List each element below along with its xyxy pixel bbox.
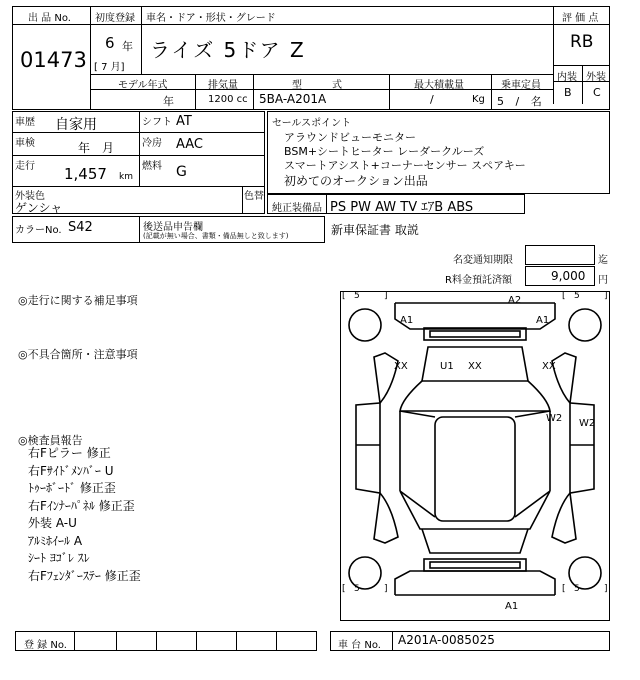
capacity-value: 5 / 名 — [497, 95, 542, 108]
svg-text:]: ] — [604, 584, 608, 594]
sales-points-label: セールスポイント — [272, 118, 352, 129]
inspector-report-item: 右Fﾌｪﾝﾀﾞｰｽﾃｰ 修正歪 — [28, 568, 141, 583]
svg-text:[: [ — [562, 584, 566, 594]
sales-point-line: スマートアシスト+コーナーセンサー スペアキー — [284, 159, 526, 172]
displacement-label: 排気量 — [208, 80, 238, 91]
damage-mark: A1 — [536, 315, 550, 326]
post-report-label: 後送品申告欄 — [143, 222, 203, 233]
warranty-value: 新車保証書 取説 — [331, 223, 419, 237]
change-notice-unit: 迄 — [598, 255, 608, 266]
corner-label: 5 — [354, 584, 360, 594]
inspector-report-item: 右Fｲﾝﾅｰﾊﾟﾈﾙ 修正歪 — [28, 498, 135, 513]
corner-label: 5 — [574, 584, 580, 594]
mileage-unit: km — [119, 172, 133, 182]
exterior-label: 外装 — [586, 72, 606, 83]
svg-text:[: [ — [562, 291, 566, 301]
sales-point-line: アラウンドビューモニター — [284, 131, 416, 144]
inspector-report-list — [28, 445, 141, 585]
reg-no-label: 登 録 No. — [24, 640, 67, 651]
inspector-report-label: ◎検査員報告 — [18, 434, 83, 447]
svg-text:]: ] — [384, 291, 388, 301]
post-report-note: (記載が無い場合、書類・備品無しと致します) — [143, 232, 289, 240]
damage-mark: A2 — [508, 295, 522, 306]
equipment-item: PS — [330, 200, 347, 215]
change-notice-box — [525, 245, 595, 265]
defect-remarks-label: ◎不具合箇所・注意事項 — [18, 348, 138, 361]
ac-label: 冷房 — [142, 138, 162, 149]
car-diagram — [340, 291, 610, 621]
sales-point-line: 初めてのオークション出品 — [284, 174, 428, 188]
ext-color-label: 外装色 — [15, 191, 45, 202]
damage-mark: A1 — [400, 315, 414, 326]
shift-label: シフト — [142, 117, 172, 128]
history-value: 自家用 — [55, 117, 97, 133]
interior-value: B — [564, 86, 572, 99]
first-reg-label: 初度登録 — [95, 13, 135, 24]
inspector-report-item: ｼｰﾄ ﾖｺﾞﾚ ｽﾚ — [28, 551, 90, 565]
damage-mark: U1 — [440, 361, 454, 372]
sales-point-line: BSM+シートヒーター レーダークルーズ — [284, 145, 485, 158]
inspection-label: 車検 — [15, 138, 35, 149]
svg-text:]: ] — [604, 291, 608, 301]
max-load-value: / — [430, 93, 434, 106]
inspector-report-item: 右Fピラー 修正 — [28, 446, 111, 460]
grade-label: 評 価 点 — [562, 13, 599, 24]
equipment-item: TV — [400, 200, 418, 215]
mileage-label: 走行 — [15, 161, 35, 172]
equipment-item: AW — [375, 200, 397, 215]
interior-label: 内装 — [557, 72, 577, 83]
color-change-label: 色替 — [244, 191, 264, 202]
svg-text:[: [ — [342, 584, 346, 594]
vehicle-name: ライズ 5ドア Z — [150, 38, 306, 62]
driving-remarks-label: ◎走行に関する補足事項 — [18, 294, 138, 307]
chassis-label: 車 台 No. — [338, 640, 381, 651]
max-load-label: 最大積載量 — [414, 80, 464, 91]
equipment-item: ｴｱB — [421, 200, 444, 215]
damage-mark: W2 — [579, 418, 596, 429]
model-year-label: モデル年式 — [118, 80, 168, 91]
shift-value: AT — [176, 114, 192, 129]
ext-color-value: ゲンシャ — [15, 201, 63, 215]
first-reg-year-unit: 年 — [122, 40, 133, 53]
recycle-unit: 円 — [598, 275, 608, 286]
lot-label: 出 品 No. — [28, 13, 71, 24]
svg-text:]: ] — [384, 584, 388, 594]
chassis-number: A201A-0085025 — [398, 633, 495, 647]
capacity-label: 乗車定員 — [501, 80, 541, 91]
damage-mark: XX — [468, 361, 482, 372]
ac-value: AAC — [176, 137, 203, 152]
svg-text:[: [ — [342, 291, 346, 301]
inspector-report-item: 右Fｻｲﾄﾞﾒﾝﾊﾞｰ U — [28, 463, 114, 478]
damage-mark: XX — [542, 361, 556, 372]
mileage-value: 1,457 — [64, 165, 107, 183]
damage-mark: XX — [394, 361, 408, 372]
inspector-report-item: ｱﾙﾐﾎｲｰﾙ A — [28, 533, 83, 548]
equipment-item: ABS — [447, 200, 474, 215]
max-load-unit: Kg — [472, 94, 485, 105]
change-notice-label: 名変通知期限 — [453, 255, 513, 266]
type-value: 5BA-A201A — [259, 92, 327, 106]
damage-mark: W2 — [546, 413, 563, 424]
equipment-item: PW — [350, 200, 371, 215]
inspection-value: 年 月 — [78, 141, 115, 155]
type-label: 型 式 — [292, 80, 342, 91]
recycle-label: R料金預託済額 — [445, 275, 512, 286]
inspector-report-item: ﾄｩｰﾎﾞｰﾄﾞ 修正歪 — [28, 481, 116, 495]
fuel-label: 燃料 — [142, 161, 162, 172]
color-no-value: S42 — [68, 220, 93, 235]
first-reg-year: 6 — [105, 34, 115, 52]
model-year-unit: 年 — [163, 95, 174, 108]
damage-mark: A1 — [505, 601, 519, 612]
corner-label: 5 — [574, 291, 580, 301]
exterior-value: C — [593, 86, 601, 99]
fuel-value: G — [176, 164, 187, 180]
color-no-label: カラーNo. — [15, 225, 62, 236]
recycle-value: 9,000 — [551, 269, 586, 283]
grade-value: RB — [570, 32, 594, 52]
vehicle-name-label: 車名・ドア・形状・グレード — [146, 13, 276, 24]
first-reg-month: [ 7 月] — [94, 62, 125, 73]
corner-label: 5 — [354, 291, 360, 301]
inspector-report-item: 外装 A-U — [28, 516, 77, 530]
equipment-label: 純正装備品 — [272, 203, 322, 214]
displacement: 1200 cc — [208, 94, 248, 105]
history-label: 車歴 — [15, 117, 35, 128]
lot-number: 01473 — [20, 48, 87, 72]
equipment-items — [330, 196, 473, 215]
